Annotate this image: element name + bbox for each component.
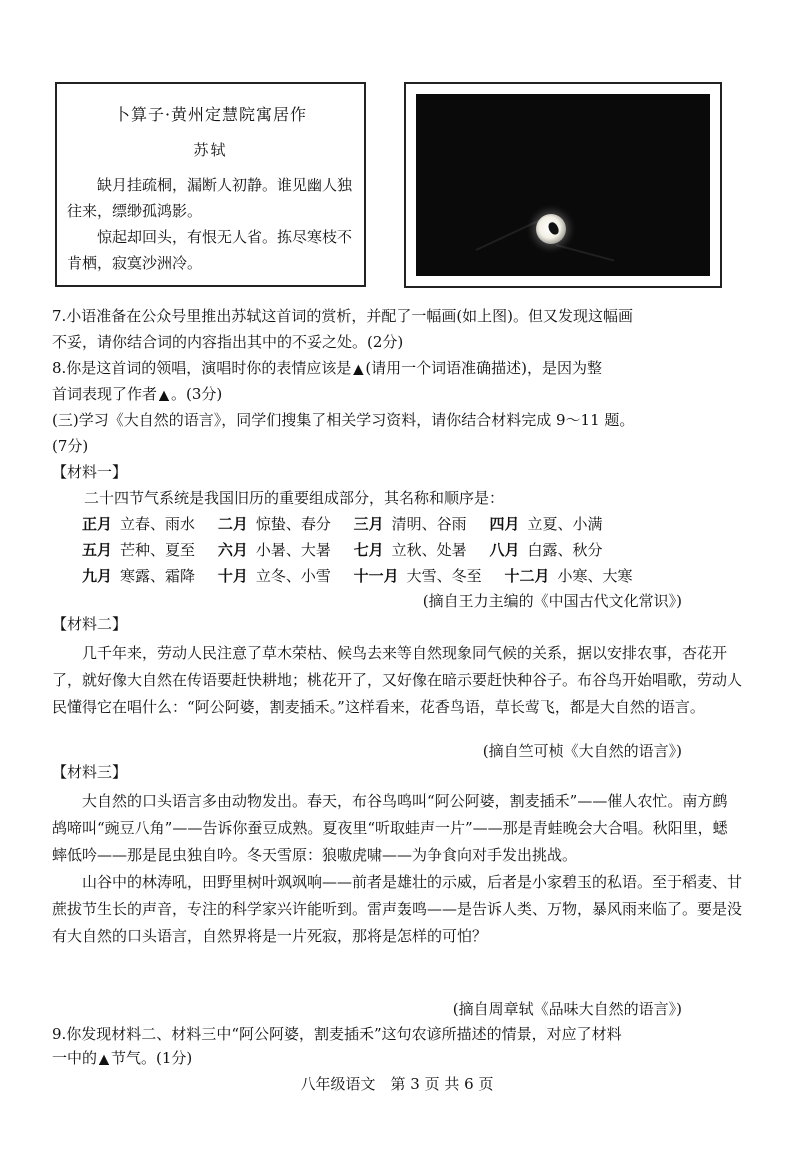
material-1-intro: 二十四节气系统是我国旧历的重要组成部分，其名称和顺序是： (84, 489, 505, 507)
poem-body (67, 172, 352, 276)
solar-term-entry: 四月 立夏、小满 (489, 515, 603, 533)
solar-term-entry: 十一月 大雪、冬至 (353, 567, 482, 585)
material-3-para-2: 山谷中的林涛吼，田野里树叶飒飒响——前者是雄壮的示威，后者是小家碧玉的私语。至于稻麦、甘蔗拔节生长的声音，专注的科学家兴许能听到。雷声轰鸣——是告诉人类、万物，暴风雨来临了。要是没有大自然的口头语言，自然界将是一片死寂，那将是怎样的可怕？ (52, 873, 743, 945)
material-3-para-1: 大自然的口头语言多由动物发出。春天，布谷鸟鸣叫“阿公阿婆，割麦插禾”——催人农忙。南方鹧鸪啼叫“豌豆八角”——告诉你蚕豆成熟。夏夜里“听取蛙声一片”——那是青蛙晚会大合唱。秋阳里，蟋蟀低吟——那是昆虫独自吟。冬天雪原：狼嗷虎啸——为争食向对手发出挑战。 (52, 792, 728, 864)
poem-stanza-2: 惊起却回头，有恨无人省。拣尽寒枝不肯栖，寂寞沙洲冷。 (67, 228, 353, 272)
solar-terms-row-1 (82, 514, 620, 534)
solar-term-entry: 七月 立秋、处暑 (353, 541, 467, 559)
solar-term-entry: 正月 立春、雨水 (82, 515, 196, 533)
solar-terms-row-3 (82, 566, 650, 586)
question-8-text-b: (请用一个词语准确描述)，是因为整 (365, 359, 603, 377)
material-1-heading: 【材料一】 (52, 463, 128, 481)
material-2-source: (摘自竺可桢《大自然的语言》) (482, 742, 682, 760)
question-8-line-2 (52, 384, 222, 406)
question-8-text-a: 8.你是这首词的领唱，演唱时你的表情应该是 (52, 359, 352, 377)
material-3-text (52, 788, 742, 950)
illustration-frame (404, 82, 722, 288)
question-8-line-1 (52, 358, 602, 380)
question-9-line-2 (52, 1048, 192, 1070)
material-2-text: 几千年来，劳动人民注意了草木荣枯、候鸟去来等自然现象同气候的关系，据以安排农事，杏花开了，就好像大自然在传语要赶快耕地；桃花开了，又好像在暗示要赶快种谷子。布谷鸟开始唱歌，劳动人民懂得它在唱什么：“阿公阿婆，割麦插禾。”这样看来，花香鸟语，草长莺飞，都是大自然的语言。 (52, 644, 743, 716)
solar-term-entry: 八月 白露、秋分 (489, 541, 603, 559)
poem-box (55, 82, 366, 287)
section-3-heading: (三)学习《大自然的语言》，同学们搜集了相关学习资料，请你结合材料完成 9～11 题。 (52, 411, 635, 429)
solar-term-entry: 五月 芒种、夏至 (82, 541, 196, 559)
answer-blank[interactable]: ▲ (99, 1052, 110, 1067)
page-footer: 八年级语文 第 3 页 共 6 页 (300, 1075, 494, 1093)
solar-term-entry: 九月 寒露、霜降 (82, 567, 196, 585)
question-9-line-1: 9.你发现材料二、材料三中“阿公阿婆，割麦插禾”这句农谚所描述的情景，对应了材料 (52, 1025, 622, 1043)
answer-blank[interactable]: ▲ (353, 362, 364, 377)
material-1-source: (摘自王力主编的《中国古代文化常识》) (422, 592, 682, 610)
poem-title: 卜算子·黄州定慧院寓居作 (113, 105, 308, 124)
solar-terms-row-2 (82, 540, 620, 560)
question-8-text-c: 首词表现了作者 (52, 385, 158, 403)
solar-term-entry: 六月 小暑、大暑 (217, 541, 331, 559)
question-8-text-d: 。(3分) (171, 385, 223, 403)
question-7-line-1: 7.小语准备在公众号里推出苏轼这首词的赏析，并配了一幅画(如上图)。但又发现这幅画 (52, 307, 634, 325)
solar-term-entry: 二月 惊蛰、春分 (217, 515, 331, 533)
solar-term-entry: 十月 立冬、小雪 (217, 567, 331, 585)
question-7-line-2: 不妥，请你结合词的内容指出其中的不妥之处。(2分) (52, 333, 404, 351)
question-9-text-a: 一中的 (52, 1049, 98, 1067)
material-3-heading: 【材料三】 (52, 763, 128, 781)
solar-term-entry: 十二月 小寒、大寒 (504, 567, 633, 585)
material-2-heading: 【材料二】 (52, 615, 128, 633)
material-3-source: (摘自周章轼《品味大自然的语言》) (452, 1000, 682, 1018)
section-3-score: (7分) (52, 437, 89, 455)
solar-term-entry: 三月 清明、谷雨 (353, 515, 467, 533)
poem-author: 苏轼 (193, 141, 228, 159)
answer-blank[interactable]: ▲ (159, 388, 170, 403)
night-moon-illustration (416, 94, 710, 276)
poem-stanza-1: 缺月挂疏桐，漏断人初静。谁见幽人独往来，缥缈孤鸿影。 (67, 176, 353, 220)
question-9-text-b: 节气。(1分) (111, 1049, 193, 1067)
